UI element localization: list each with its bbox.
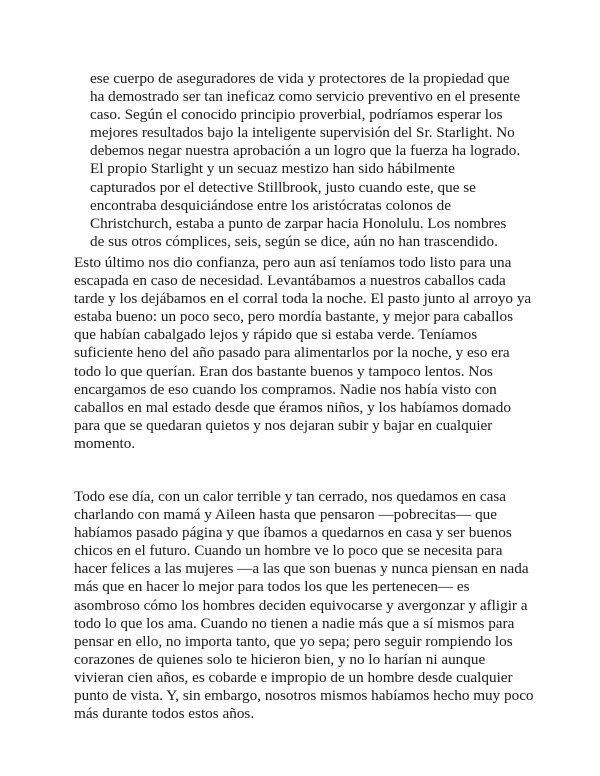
- text-line: pensar en ello, no importa tanto, que yo sepa; pero seguir rompiendo los: [74, 632, 513, 650]
- text-line: suficiente heno del año pasado para alimentarlos por la noche, y eso era: [74, 344, 510, 362]
- text-line: Christchurch, estaba a punto de zarpar hacia Honolulu. Los nombres: [90, 214, 507, 232]
- quoted-newspaper-excerpt: [90, 70, 530, 251]
- text-line: chicos en el futuro. Cuando un hombre ve lo poco que se necesita para: [74, 542, 503, 560]
- text-line: mejores resultados bajo la inteligente supervisión del Sr. Starlight. No: [90, 124, 515, 142]
- text-line: encontraba desquiciándose entre los aristócratas colonos de: [90, 196, 451, 214]
- text-line: asombroso cómo los hombres deciden equivocarse y avergonzar y afligir a: [74, 596, 528, 614]
- text-line: todo lo que querían. Eran dos bastante buenos y tampoco lentos. Nos: [74, 362, 493, 380]
- text-line: debemos negar nuestra aprobación a un logro que la fuerza ha logrado.: [90, 142, 521, 160]
- text-line: estaba bueno: un poco seco, pero mordía bastante, y mejor para caballos: [74, 308, 514, 326]
- text-line: charlando con mamá y Aileen hasta que pensaron —pobrecitas— que: [74, 506, 497, 524]
- text-line: habíamos pasado página y que íbamos a quedarnos en casa y ser buenos: [74, 524, 512, 542]
- text-line: más que en hacer lo mejor para todos los que les pertenecen— es: [74, 578, 470, 596]
- text-line: caballos en mal estado desde que éramos niños, y los habíamos domado: [74, 398, 511, 416]
- paragraph-family-day: [74, 488, 544, 723]
- text-line: más durante todos estos años.: [74, 705, 255, 723]
- text-line: corazones de quienes solo te hicieron bien, y no lo harían ni aunque: [74, 650, 486, 668]
- text-line: punto de vista. Y, sin embargo, nosotros mismos habíamos hecho muy poco: [74, 687, 534, 705]
- text-line: momento.: [74, 434, 136, 452]
- text-line: de sus otros cómplices, seis, según se dice, aún no han trascendido.: [90, 232, 498, 250]
- text-line: El propio Starlight y un secuaz mestizo han sido hábilmente: [90, 160, 455, 178]
- text-line: Todo ese día, con un calor terrible y tan cerrado, nos quedamos en casa: [74, 488, 507, 505]
- text-line: vivieran cien años, es cobarde e impropio de un hombre desde cualquier: [74, 668, 513, 686]
- text-line: escapada en caso de necesidad. Levantábamos a nuestros caballos cada: [74, 272, 506, 290]
- text-line: Esto último nos dio confianza, pero aun así teníamos todo listo para una: [74, 254, 512, 271]
- text-line: que habían cabalgado lejos y rápido que si estaba verde. Teníamos: [74, 326, 478, 344]
- text-line: capturados por el detective Stillbrook, justo cuando este, que se: [90, 178, 476, 196]
- paragraph-horses: [74, 254, 544, 453]
- text-line: todo lo que los ama. Cuando no tienen a nadie más que a sí mismos para: [74, 614, 515, 632]
- text-line: tarde y los dejábamos en el corral toda la noche. El pasto junto al arroyo ya: [74, 290, 532, 308]
- text-line: ha demostrado ser tan ineficaz como servicio preventivo en el presente: [90, 88, 521, 106]
- text-line: encargamos de eso cuando los compramos. Nadie nos había visto con: [74, 380, 497, 398]
- text-line: caso. Según el conocido principio proverbial, podríamos esperar los: [90, 106, 503, 124]
- text-line: para que se quedaran quietos y nos dejaran subir y bajar en cualquier: [74, 416, 493, 434]
- text-line: hacer felices a las mujeres —a las que son buenas y nunca piensan en nada: [74, 560, 529, 578]
- text-line: ese cuerpo de aseguradores de vida y protectores de la propiedad que: [90, 70, 510, 87]
